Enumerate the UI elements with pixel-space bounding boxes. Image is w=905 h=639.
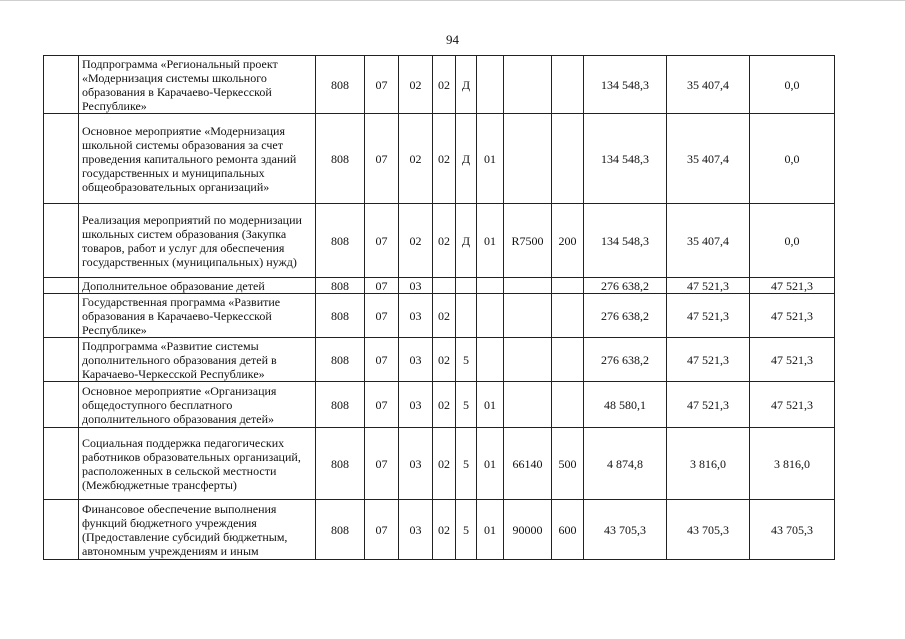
row-ministry-code: 808	[316, 428, 365, 500]
row-name: Дополнительное образование детей	[79, 278, 316, 294]
row-name: Социальная поддержка педагогических работников образовательных организаций, расположенных в сельской местности (Межбюджетные трансферты)	[79, 428, 316, 500]
row-blank-cell	[44, 382, 79, 428]
row-subprogram-code: 5	[456, 338, 477, 382]
row-ministry-code: 808	[316, 294, 365, 338]
row-measure-code: 01	[477, 204, 504, 278]
row-name: Подпрограмма «Региональный проект «Модернизация системы школьного образования в Карачаево-Черкесской Республике»	[79, 56, 316, 114]
row-amount-year1: 134 548,3	[584, 204, 667, 278]
row-subsection-code: 03	[399, 428, 433, 500]
row-amount-year3: 47 521,3	[750, 294, 835, 338]
row-direction-code: 90000	[504, 500, 552, 560]
row-subsection-code: 03	[399, 382, 433, 428]
row-subsection-code: 03	[399, 500, 433, 560]
row-section-code: 07	[365, 114, 399, 204]
row-measure-code	[477, 338, 504, 382]
row-program-code: 02	[433, 114, 456, 204]
row-amount-year2: 47 521,3	[667, 294, 750, 338]
row-measure-code: 01	[477, 114, 504, 204]
row-ministry-code: 808	[316, 56, 365, 114]
row-expense-type-code: 600	[552, 500, 584, 560]
table-row	[44, 428, 835, 500]
table-row	[44, 114, 835, 204]
row-amount-year3: 43 705,3	[750, 500, 835, 560]
row-subsection-code: 02	[399, 56, 433, 114]
row-blank-cell	[44, 204, 79, 278]
row-measure-code	[477, 278, 504, 294]
row-subsection-code: 02	[399, 204, 433, 278]
row-blank-cell	[44, 338, 79, 382]
row-expense-type-code	[552, 56, 584, 114]
table-row	[44, 278, 835, 294]
row-amount-year2: 35 407,4	[667, 56, 750, 114]
scan-edge-line	[0, 0, 905, 1]
row-subprogram-code: Д	[456, 204, 477, 278]
row-subprogram-code: Д	[456, 56, 477, 114]
row-expense-type-code: 200	[552, 204, 584, 278]
row-amount-year3: 47 521,3	[750, 382, 835, 428]
row-amount-year2: 35 407,4	[667, 114, 750, 204]
table-row	[44, 294, 835, 338]
row-expense-type-code	[552, 382, 584, 428]
row-name: Основное мероприятие «Модернизация школьной системы образования за счет проведения капитального ремонта зданий государственных и муниципальных общеобразовательных организаций»	[79, 114, 316, 204]
row-program-code: 02	[433, 500, 456, 560]
row-direction-code	[504, 294, 552, 338]
row-subprogram-code	[456, 294, 477, 338]
table-row	[44, 56, 835, 114]
row-expense-type-code	[552, 294, 584, 338]
row-direction-code	[504, 382, 552, 428]
row-expense-type-code: 500	[552, 428, 584, 500]
row-direction-code	[504, 338, 552, 382]
row-amount-year2: 47 521,3	[667, 382, 750, 428]
row-amount-year3: 0,0	[750, 114, 835, 204]
row-subprogram-code: 5	[456, 382, 477, 428]
budget-table-body	[44, 56, 835, 560]
row-subsection-code: 03	[399, 338, 433, 382]
row-amount-year2: 35 407,4	[667, 204, 750, 278]
row-section-code: 07	[365, 500, 399, 560]
row-name: Государственная программа «Развитие образования в Карачаево-Черкесской Республике»	[79, 294, 316, 338]
row-measure-code: 01	[477, 382, 504, 428]
row-subprogram-code	[456, 278, 477, 294]
row-program-code: 02	[433, 382, 456, 428]
row-subprogram-code: 5	[456, 428, 477, 500]
row-program-code: 02	[433, 428, 456, 500]
row-section-code: 07	[365, 204, 399, 278]
row-name: Финансовое обеспечение выполнения функций бюджетного учреждения (Предоставление субсидий бюджетным, автономным учреждениям и иным	[79, 500, 316, 560]
row-amount-year3: 0,0	[750, 56, 835, 114]
row-blank-cell	[44, 294, 79, 338]
row-amount-year2: 43 705,3	[667, 500, 750, 560]
row-blank-cell	[44, 278, 79, 294]
row-direction-code: 66140	[504, 428, 552, 500]
row-amount-year1: 48 580,1	[584, 382, 667, 428]
row-measure-code	[477, 56, 504, 114]
row-blank-cell	[44, 428, 79, 500]
row-program-code: 02	[433, 294, 456, 338]
row-name: Реализация мероприятий по модернизации школьных систем образования (Закупка товаров, работ и услуг для обеспечения государственных (муниципальных) нужд)	[79, 204, 316, 278]
row-ministry-code: 808	[316, 204, 365, 278]
row-amount-year1: 4 874,8	[584, 428, 667, 500]
row-program-code: 02	[433, 204, 456, 278]
table-row	[44, 382, 835, 428]
row-amount-year3: 3 816,0	[750, 428, 835, 500]
row-amount-year1: 43 705,3	[584, 500, 667, 560]
row-amount-year1: 134 548,3	[584, 56, 667, 114]
row-name: Основное мероприятие «Организация общедоступного бесплатного дополнительного образования детей»	[79, 382, 316, 428]
row-amount-year3: 0,0	[750, 204, 835, 278]
row-ministry-code: 808	[316, 278, 365, 294]
row-amount-year2: 3 816,0	[667, 428, 750, 500]
row-program-code	[433, 278, 456, 294]
row-ministry-code: 808	[316, 338, 365, 382]
row-ministry-code: 808	[316, 382, 365, 428]
table-row	[44, 204, 835, 278]
row-amount-year1: 276 638,2	[584, 338, 667, 382]
row-measure-code: 01	[477, 428, 504, 500]
row-section-code: 07	[365, 382, 399, 428]
row-subprogram-code: 5	[456, 500, 477, 560]
row-amount-year1: 134 548,3	[584, 114, 667, 204]
page-number: 94	[446, 32, 459, 47]
row-direction-code	[504, 56, 552, 114]
table-row	[44, 500, 835, 560]
row-direction-code: R7500	[504, 204, 552, 278]
row-program-code: 02	[433, 338, 456, 382]
row-program-code: 02	[433, 56, 456, 114]
row-section-code: 07	[365, 278, 399, 294]
row-section-code: 07	[365, 294, 399, 338]
row-measure-code	[477, 294, 504, 338]
row-amount-year1: 276 638,2	[584, 294, 667, 338]
row-section-code: 07	[365, 56, 399, 114]
row-blank-cell	[44, 56, 79, 114]
table-row	[44, 338, 835, 382]
row-expense-type-code	[552, 114, 584, 204]
row-ministry-code: 808	[316, 500, 365, 560]
row-expense-type-code	[552, 338, 584, 382]
row-blank-cell	[44, 114, 79, 204]
row-amount-year3: 47 521,3	[750, 338, 835, 382]
row-subsection-code: 02	[399, 114, 433, 204]
row-subprogram-code: Д	[456, 114, 477, 204]
row-measure-code: 01	[477, 500, 504, 560]
row-amount-year2: 47 521,3	[667, 338, 750, 382]
row-amount-year2: 47 521,3	[667, 278, 750, 294]
row-expense-type-code	[552, 278, 584, 294]
row-subsection-code: 03	[399, 294, 433, 338]
budget-table	[43, 55, 835, 560]
row-section-code: 07	[365, 338, 399, 382]
row-ministry-code: 808	[316, 114, 365, 204]
row-amount-year3: 47 521,3	[750, 278, 835, 294]
row-direction-code	[504, 278, 552, 294]
row-subsection-code: 03	[399, 278, 433, 294]
row-section-code: 07	[365, 428, 399, 500]
row-amount-year1: 276 638,2	[584, 278, 667, 294]
row-direction-code	[504, 114, 552, 204]
row-blank-cell	[44, 500, 79, 560]
row-name: Подпрограмма «Развитие системы дополнительного образования детей в Карачаево-Черкесской Республике»	[79, 338, 316, 382]
